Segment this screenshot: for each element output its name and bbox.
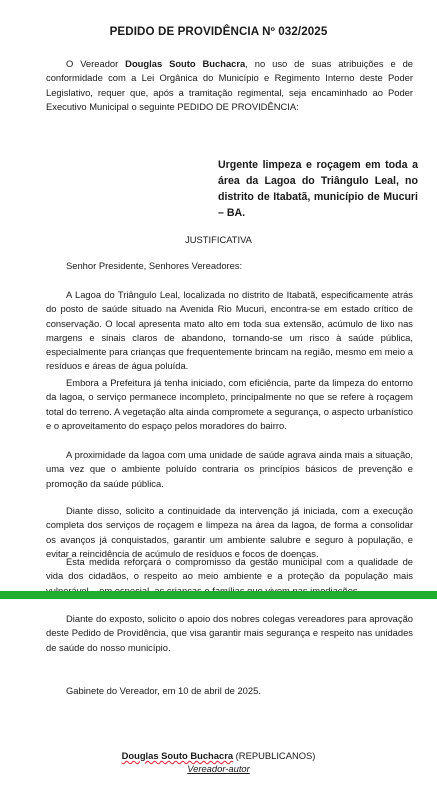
signature-line [0, 749, 437, 762]
paragraph-5: Esta medida reforçará o compromisso da gestão municipal com a qualidade de vida dos cidadãos, o respeito ao meio ambiente e a proteção da população mais [46, 556, 413, 582]
intro-after: , no uso de suas atribuições e de conformidade com a Lei Orgânica do Município e Regimento Interno deste Poder Legislativo, requer que, após a tramitação regimental, seja encaminhado ao Poder Executivo Municipal o seguinte PEDIDO DE PROVIDÊNCIA: [46, 58, 413, 112]
request-text: Urgente limpeza e roçagem em toda a área da Lagoa do Triângulo Leal, no distrito de Itabatã, município de Mucuri – BA. [218, 159, 418, 219]
signature-role: Vereador-autor [187, 763, 250, 774]
signature-party: (REPUBLICANOS) [233, 750, 316, 761]
salutation: Senhor Presidente, Senhores Vereadores: [66, 260, 243, 271]
paragraph-4: Diante disso, solicito a continuidade da intervenção já iniciada, com a execução completa dos serviços de roçagem e limpeza na área da lagoa, de forma a consolidar os avanços já conquistados, garantir um ambiente salubre e seguro à população, e evitar a reincidência de acúmulo de resíduos e focos de doenças. [46, 505, 413, 559]
signature-name: Douglas Souto Buchacra [121, 750, 234, 761]
justificativa-heading: JUSTIFICATIVA [185, 234, 252, 245]
paragraph-6: Diante do exposto, solicito o apoio dos nobres colegas vereadores para aprovação deste Pedido de Providência, que visa garantir mais segurança e respeito nas unidades de saúde do nosso município. [46, 613, 413, 653]
green-divider [0, 591, 437, 599]
paragraph-2: Embora a Prefeitura já tenha iniciado, com eficiência, parte da limpeza do entorno da lagoa, o serviço permanece incompleto, principalmente no que se refere à roçagem total do terreno. A vegetação alta ainda compromete a segurança, o aspecto urbanístico e o aproveitamento do espaço pelos moradores do bairro. [46, 377, 413, 431]
paragraph-3: A proximidade da lagoa com uma unidade de saúde agrava ainda mais a situação, uma vez que o ambiente poluído contraria os princípios básicos de prevenção e promoção da saúde pública. [46, 449, 413, 489]
signature-block [0, 749, 437, 775]
closing-line: Gabinete do Vereador, em 10 de abril de 2025. [66, 685, 261, 696]
paragraph-1: A Lagoa do Triângulo Leal, localizada no distrito de Itabatã, especificamente atrás do posto de saúde situado na Avenida Rio Mucuri, encontra-se em estado crítico de conservação. O local apresenta mato alto em toda sua extensão, acúmulo de lixo nas margens e sinais claros de abandono, tornando-se um risco à saúde pública, especialmente para crianças que frequentemente brincam na região, mesmo em meio a resíduos e áreas de água poluída. [46, 289, 413, 372]
intro-paragraph [46, 57, 413, 114]
intro-author: Douglas Souto Buchacra [125, 58, 246, 69]
intro-before: O Vereador [66, 58, 126, 69]
document-title: PEDIDO DE PROVIDÊNCIA Nº 032/2025 [109, 25, 328, 38]
